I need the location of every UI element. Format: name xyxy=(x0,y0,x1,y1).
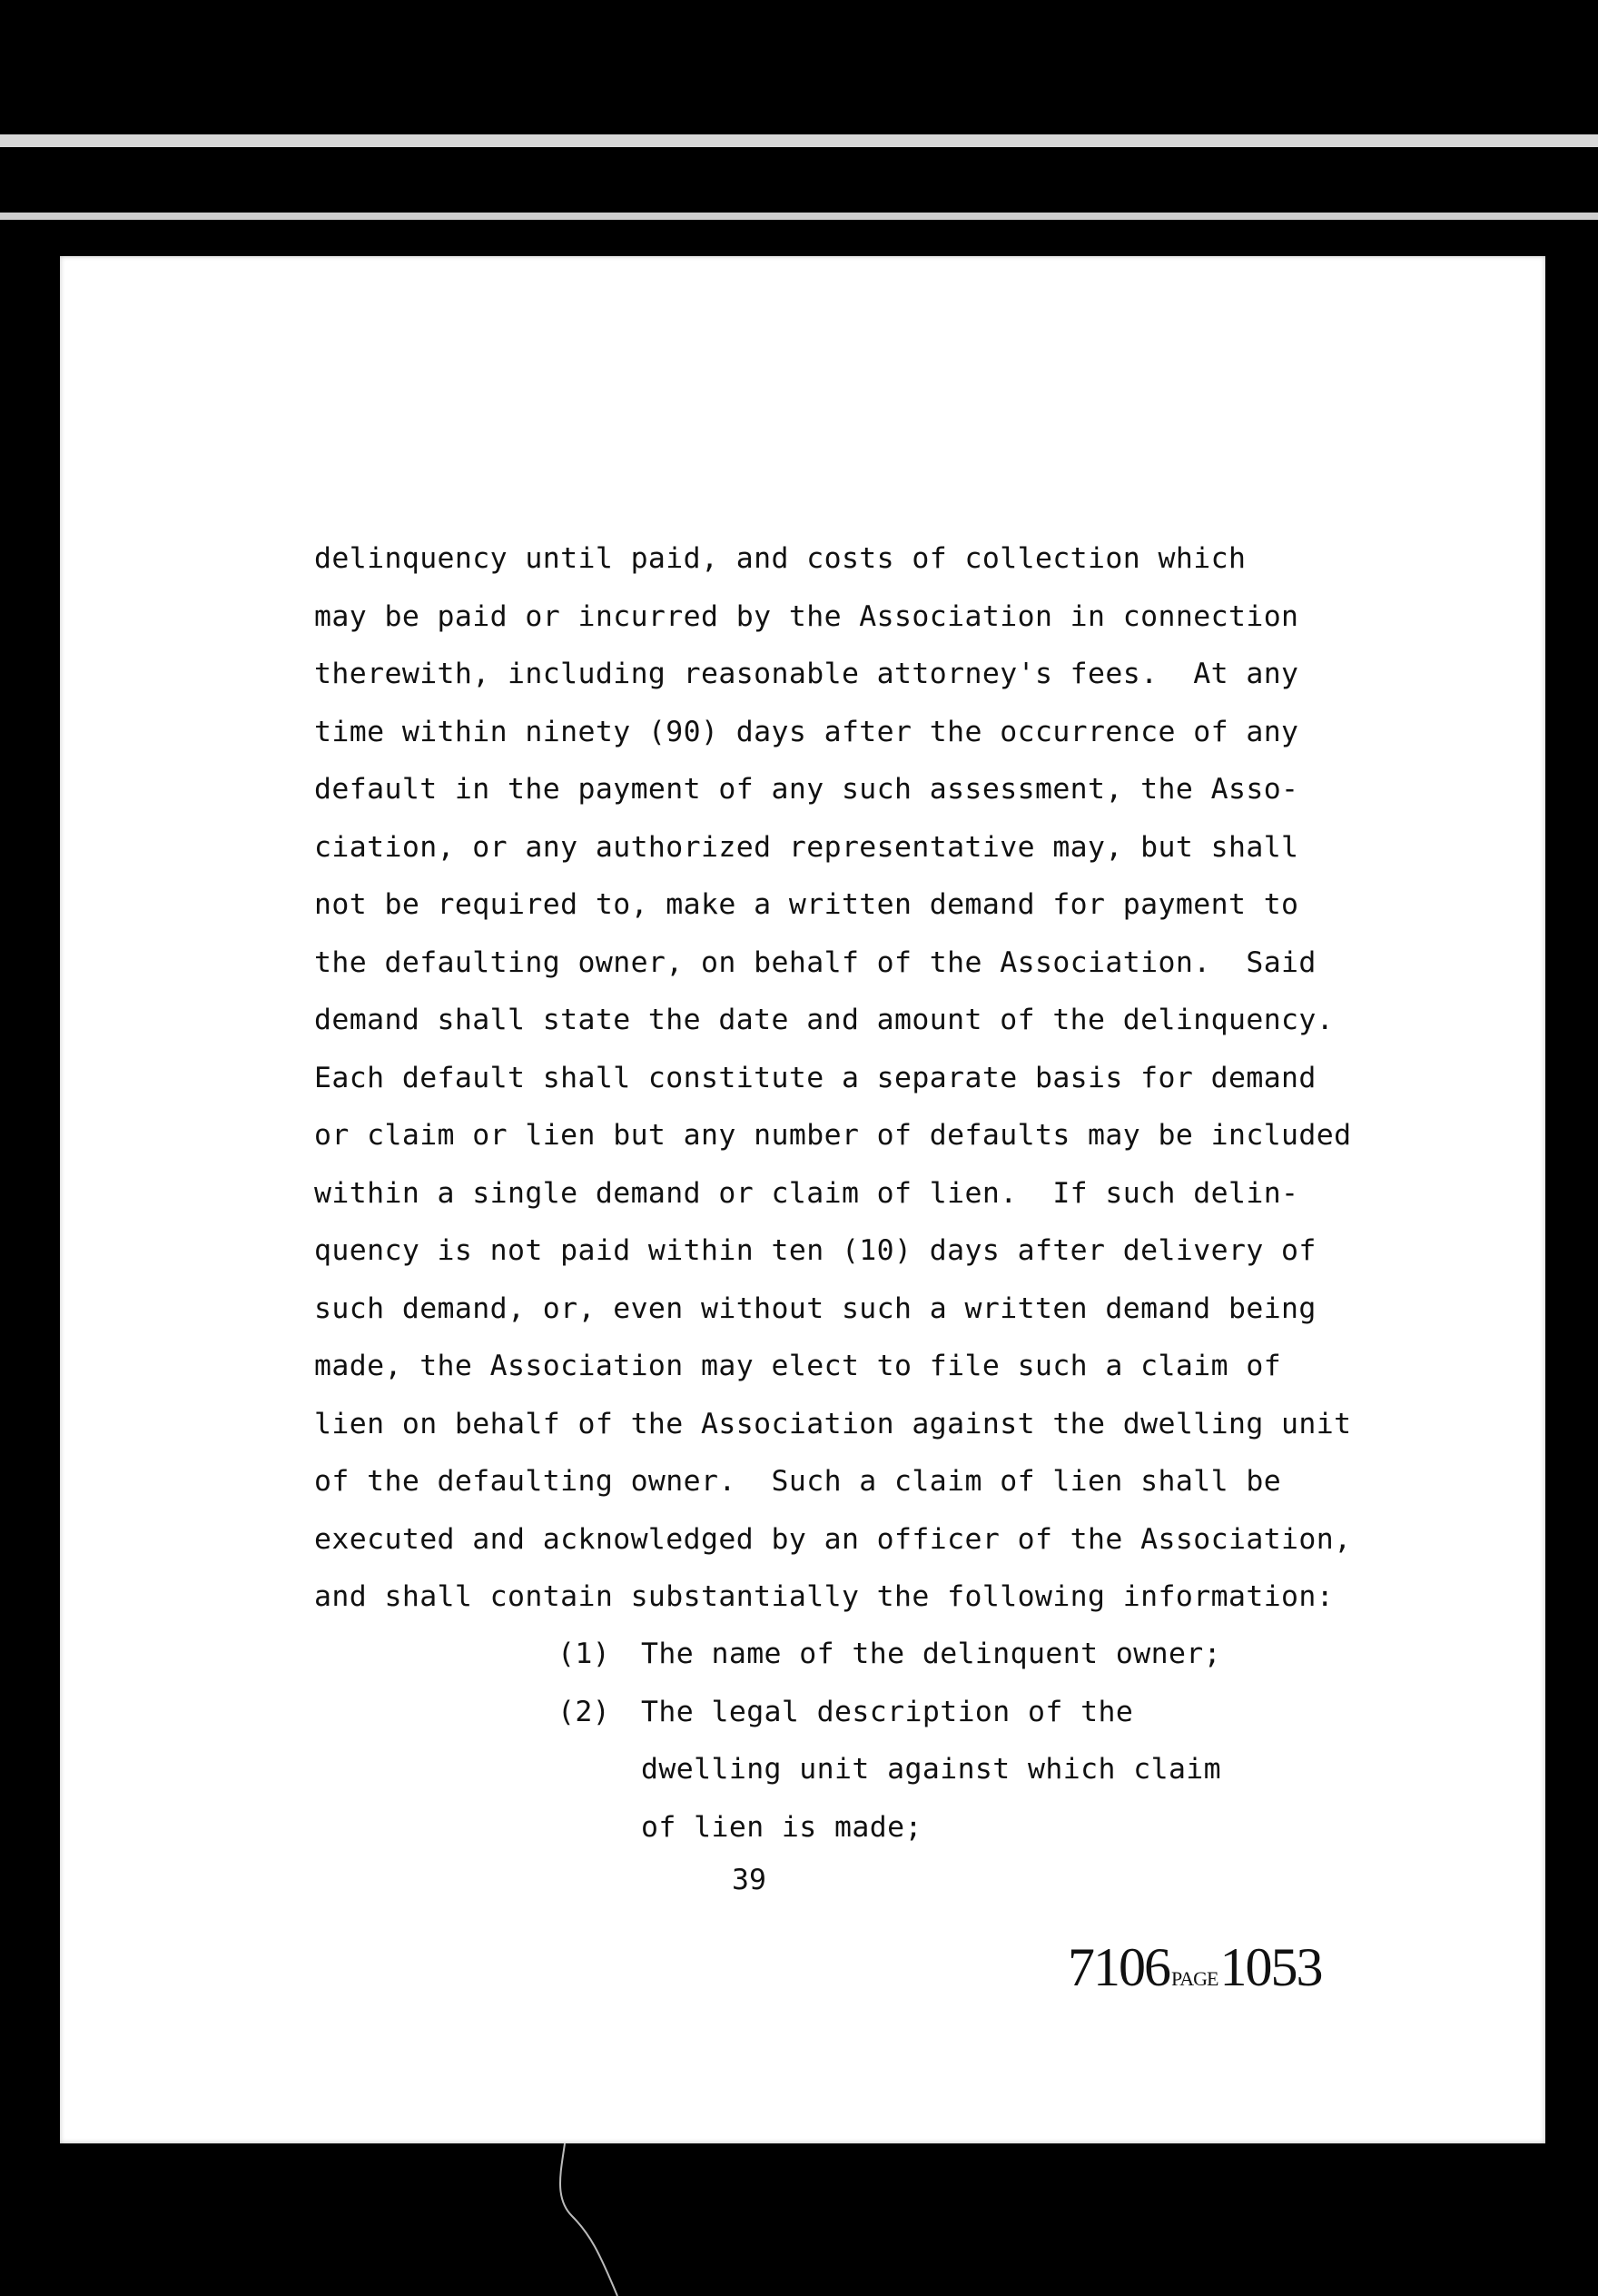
body-line: of the defaulting owner. Such a claim of lien shall be xyxy=(314,1465,1282,1498)
body-line: Each default shall constitute a separate basis for demand xyxy=(314,1061,1317,1094)
list-item-number: (2) xyxy=(557,1695,611,1728)
stamp-page-number: 1053 xyxy=(1219,1937,1322,1997)
body-line: time within ninety (90) days after the occurrence of any xyxy=(314,715,1299,748)
page-number: 39 xyxy=(732,1864,766,1896)
body-line: delinquency until paid, and costs of collection which xyxy=(314,542,1247,575)
body-line: quency is not paid within ten (10) days after delivery of xyxy=(314,1234,1317,1267)
body-line: not be required to, make a written demand for payment to xyxy=(314,888,1299,921)
body-line: within a single demand or claim of lien. If such delin- xyxy=(314,1176,1299,1210)
list-item-line: The legal description of the xyxy=(641,1695,1134,1728)
body-line: may be paid or incurred by the Association in connection xyxy=(314,599,1299,633)
list-item-line: The name of the delinquent owner; xyxy=(641,1638,1222,1670)
stamp-page-label: PAGE xyxy=(1171,1967,1218,1990)
stamp-book-number: 7106 xyxy=(1068,1937,1169,1997)
list-item-line: of lien is made; xyxy=(641,1810,922,1844)
scan-artifact-stroke xyxy=(554,2143,663,2296)
document-page xyxy=(60,256,1545,2143)
body-line: default in the payment of any such assessment, the Asso- xyxy=(314,773,1299,806)
body-line: such demand, or, even without such a written demand being xyxy=(314,1292,1317,1325)
list-item-line: dwelling unit against which claim xyxy=(641,1753,1222,1786)
list-item-text xyxy=(641,1684,1302,1857)
body-line: the defaulting owner, on behalf of the Association. Said xyxy=(314,945,1317,979)
list-item-text xyxy=(641,1626,1302,1684)
body-line: lien on behalf of the Association against the dwelling unit xyxy=(314,1407,1352,1440)
recording-stamp xyxy=(1068,1936,1321,1999)
body-line: demand shall state the date and amount of the delinquency. xyxy=(314,1004,1335,1036)
body-line: ciation, or any authorized representative may, but shall xyxy=(314,830,1299,864)
information-list xyxy=(557,1626,1302,1856)
body-line: therewith, including reasonable attorney's fees. At any xyxy=(314,658,1299,690)
scan-border-band-top xyxy=(0,134,1598,147)
body-line: made, the Association may elect to file such a claim of xyxy=(314,1350,1282,1382)
body-paragraph xyxy=(314,530,1404,1627)
list-item-number: (1) xyxy=(557,1638,611,1670)
body-line: and shall contain substantially the following information: xyxy=(314,1580,1335,1613)
body-line: or claim or lien but any number of defaults may be included xyxy=(314,1119,1352,1152)
list-item xyxy=(557,1626,1302,1684)
scan-border-band-lower xyxy=(0,213,1598,220)
list-item xyxy=(557,1684,1302,1857)
body-line: executed and acknowledged by an officer of the Association, xyxy=(314,1522,1352,1556)
